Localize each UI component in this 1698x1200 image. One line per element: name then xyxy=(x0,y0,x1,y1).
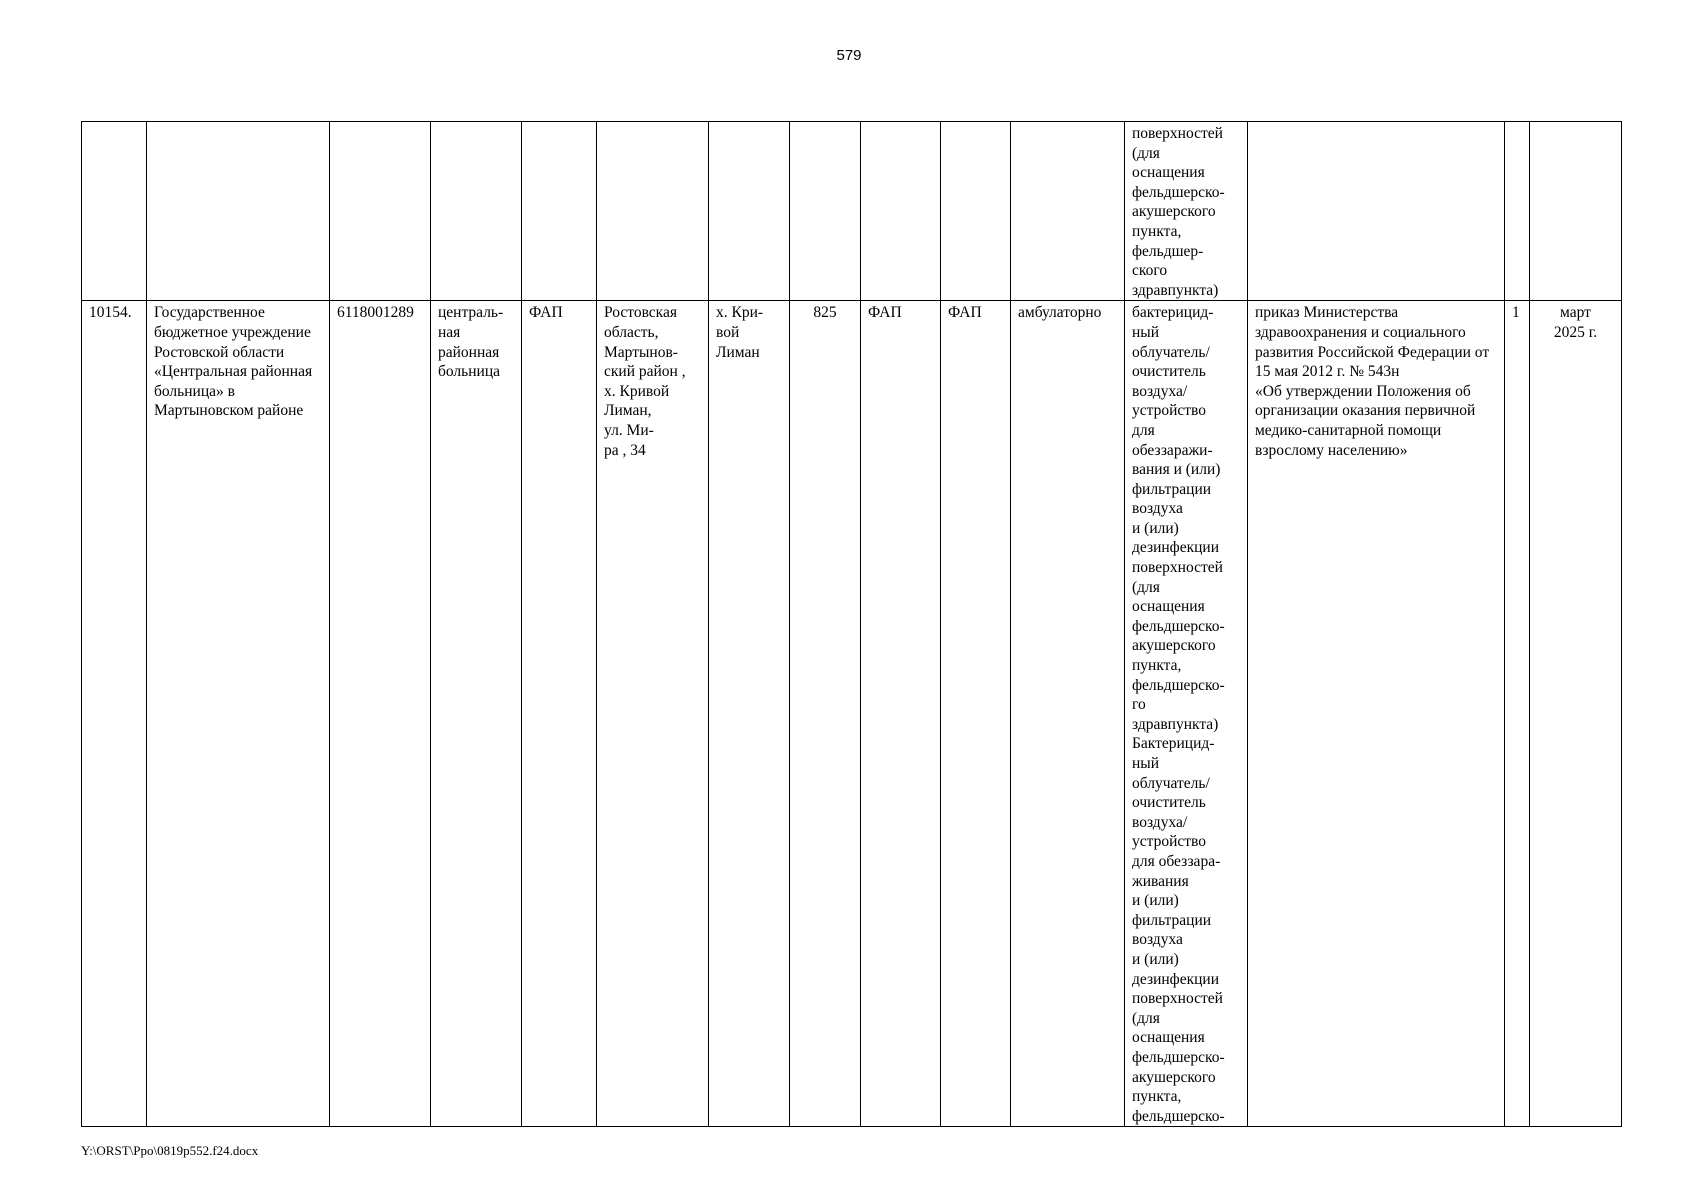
cell-empty xyxy=(790,122,861,301)
cell-row-number: 10154. xyxy=(82,301,147,1127)
cell-empty xyxy=(597,122,709,301)
cell-empty xyxy=(1505,122,1530,301)
cell-inn: 6118001289 xyxy=(330,301,431,1127)
cell-empty xyxy=(1248,122,1505,301)
cell-basis: приказ Министерства здравоохранения и социального развития Российской Федерации от 15 мая 2012 г. № 543н «Об утверждении Положения об организации оказания первичной медико-санитарной помощи взрослому населению» xyxy=(1248,301,1505,1127)
cell-empty xyxy=(941,122,1011,301)
table-row xyxy=(82,301,1622,1127)
page-number: 579 xyxy=(836,47,862,64)
cell-unit-type-2: ФАП xyxy=(861,301,941,1127)
cell-empty xyxy=(82,122,147,301)
cell-address: Ростовская область, Мартынов- ский район , х. Кривой Лиман, ул. Ми- ра , 34 xyxy=(597,301,709,1127)
cell-empty xyxy=(147,122,330,301)
cell-empty xyxy=(431,122,522,301)
cell-unit-type: ФАП xyxy=(522,301,597,1127)
cell-empty xyxy=(1011,122,1125,301)
table-row-continuation xyxy=(82,122,1622,301)
cell-org-type: централь- ная районная больница xyxy=(431,301,522,1127)
cell-empty xyxy=(330,122,431,301)
cell-empty xyxy=(1530,122,1622,301)
cell-quantity: 1 xyxy=(1505,301,1530,1127)
cell-empty xyxy=(522,122,597,301)
cell-organization: Государственное бюджетное учреждение Ростовской области «Центральная районная больница» в Мартыновском районе xyxy=(147,301,330,1127)
cell-unit-type-3: ФАП xyxy=(941,301,1011,1127)
cell-care-mode: амбулаторно xyxy=(1011,301,1125,1127)
cell-equipment: бактерицид- ный облучатель/ очиститель воздуха/ устройство для обеззаражи- вания и (или) фильтрации воздуха и (или) дезинфекции поверхностей (для оснащения фельдшерско- акушерского пункта, фельдшерско- го здравпункта) Бактерицид- ный облучатель/ очиститель воздуха/ устройство для обеззара- живания и (или) фильтрации воздуха и (или) дезинфекции поверхностей (для оснащения фельдшерско- акушерского пункта, фельдшерско- xyxy=(1125,301,1248,1127)
cell-empty xyxy=(861,122,941,301)
cell-deadline: март 2025 г. xyxy=(1530,301,1622,1127)
cell-population: 825 xyxy=(790,301,861,1127)
cell-equipment-continued: поверхностей (для оснащения фельдшерско- акушерского пункта, фельдшер- ского здравпункта) xyxy=(1125,122,1248,301)
equipment-table xyxy=(81,121,1622,1127)
cell-settlement: х. Кри- вой Лиман xyxy=(709,301,790,1127)
cell-empty xyxy=(709,122,790,301)
footer-file-path: Y:\ORST\Ppo\0819p552.f24.docx xyxy=(81,1143,259,1158)
